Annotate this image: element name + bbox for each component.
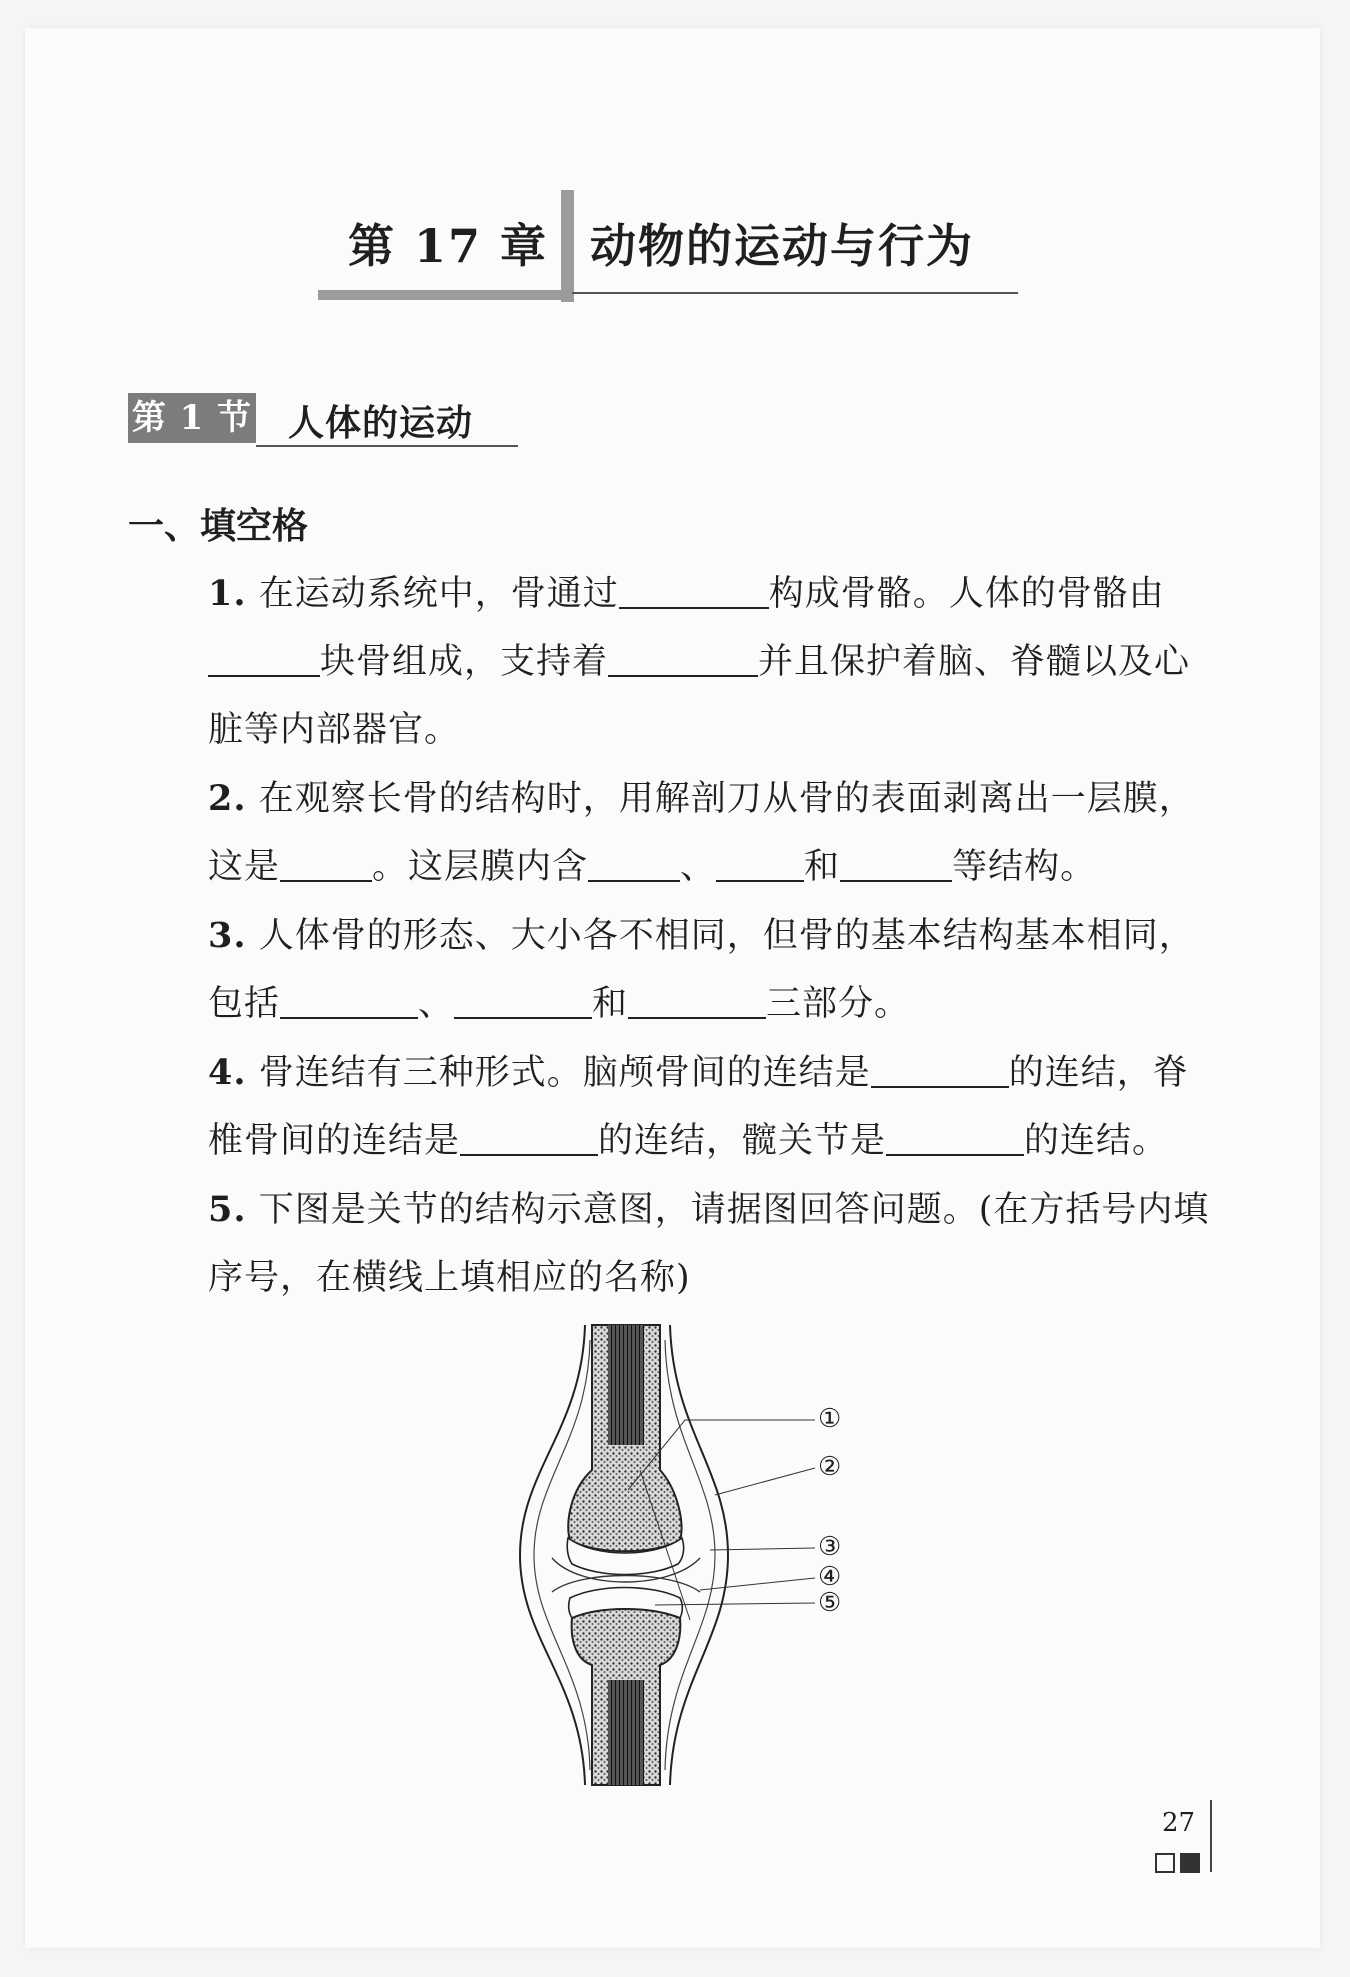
question-text: 的连结，脊椎骨间的连结是 — [208, 1053, 1189, 1161]
question-text: 骨连结有三种形式。脑颅骨间的连结是 — [258, 1053, 871, 1093]
label-3: ③ — [818, 1532, 842, 1562]
question-text: 的连结，髋关节是 — [598, 1121, 887, 1161]
chapter-underline-bar — [318, 290, 572, 300]
part-heading: 一、填空格 — [128, 506, 309, 547]
question-text: 在观察长骨的结构时，用解剖刀从骨的表面剥离出一层膜，这是 — [208, 779, 1195, 887]
question-number: 5. — [208, 1189, 247, 1230]
section-title: 人体的运动 — [288, 402, 474, 444]
answer-blank[interactable] — [619, 571, 769, 609]
answer-blank[interactable] — [871, 1050, 1009, 1088]
question-4 — [128, 1039, 1213, 1175]
section-badge: 第 1 节 — [128, 393, 256, 443]
question-5 — [128, 1176, 1213, 1312]
question-text: 的连结。 — [1024, 1121, 1169, 1161]
question-text: 、 — [680, 847, 717, 887]
chapter-underline — [572, 292, 1018, 294]
question-text: 。这层膜内含 — [372, 847, 589, 887]
answer-blank[interactable] — [716, 844, 804, 882]
question-text: 在运动系统中，骨通过 — [258, 574, 619, 614]
page-number: 27 — [1162, 1808, 1196, 1838]
label-1: ① — [818, 1404, 842, 1434]
chapter-number: 第 17 章 — [348, 219, 549, 273]
chapter-title: 动物的运动与行为 — [590, 219, 974, 273]
chapter-divider-bar — [561, 190, 574, 302]
answer-blank[interactable] — [280, 981, 418, 1019]
answer-blank[interactable] — [628, 981, 766, 1019]
question-number: 2. — [208, 778, 247, 819]
question-number: 4. — [208, 1052, 247, 1093]
question-text: 下图是关节的结构示意图，请据图回答问题。(在方括号内填序号，在横线上填相应的名称) — [208, 1190, 1210, 1298]
question-2 — [128, 765, 1213, 901]
filled-square-icon — [1180, 1853, 1200, 1873]
question-text: 构成骨骼。人体的骨骼由 — [768, 574, 1165, 614]
answer-blank[interactable] — [460, 1118, 598, 1156]
question-3 — [128, 902, 1213, 1038]
answer-blank[interactable] — [280, 844, 372, 882]
answer-blank[interactable] — [886, 1118, 1024, 1156]
joint-diagram — [510, 1320, 840, 1794]
question-text: 和 — [804, 847, 841, 887]
chapter-heading — [318, 190, 1018, 305]
label-5: ⑤ — [818, 1588, 842, 1618]
answer-blank[interactable] — [608, 639, 758, 677]
question-text: 块骨组成，支持着 — [320, 642, 609, 682]
question-text: 并且保护着脑、脊髓以及心脏等内部器官。 — [208, 642, 1191, 750]
question-text: 、 — [418, 984, 455, 1024]
question-text: 人体骨的形态、大小各不相同，但骨的基本结构基本相同，包括 — [208, 916, 1195, 1024]
outline-square-icon — [1155, 1853, 1175, 1873]
question-text: 等结构。 — [952, 847, 1097, 887]
answer-blank[interactable] — [588, 844, 680, 882]
section-underline — [256, 445, 518, 447]
answer-blank[interactable] — [454, 981, 592, 1019]
label-4: ④ — [818, 1562, 842, 1592]
page-number-rule — [1210, 1800, 1212, 1872]
question-number: 3. — [208, 915, 247, 956]
question-number: 1. — [208, 573, 247, 614]
answer-blank[interactable] — [840, 844, 952, 882]
section-heading — [128, 393, 518, 449]
joint-structure-illustration — [510, 1320, 840, 1790]
question-text: 和 — [592, 984, 629, 1024]
label-2: ② — [818, 1452, 842, 1482]
answer-blank[interactable] — [208, 639, 320, 677]
question-1 — [128, 560, 1213, 764]
question-text: 三部分。 — [766, 984, 911, 1024]
